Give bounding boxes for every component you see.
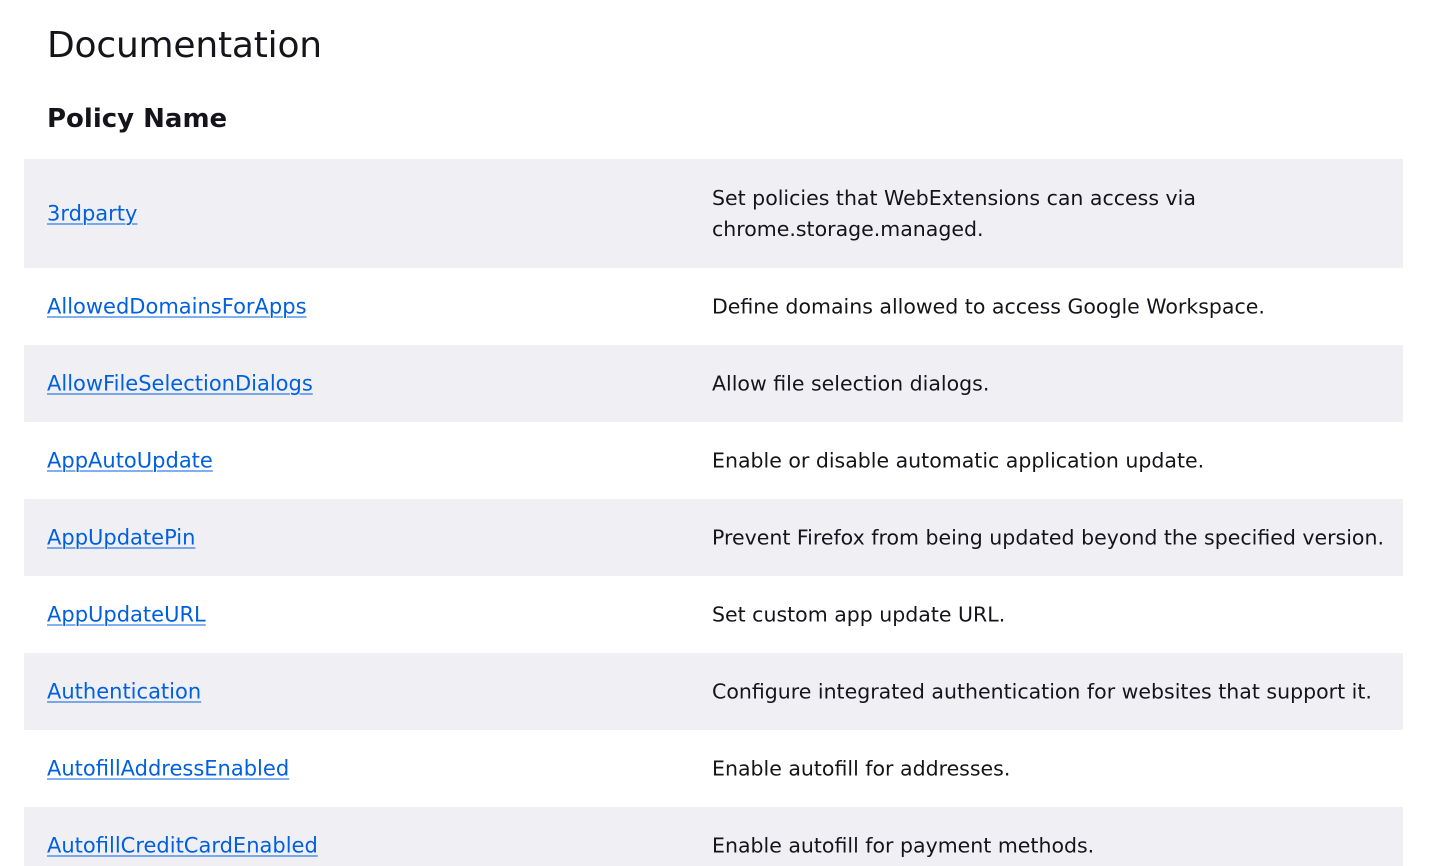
table-row — [24, 576, 1403, 653]
policy-description: Set custom app update URL. — [712, 602, 1006, 626]
policy-description: Define domains allowed to access Google Workspace. — [712, 294, 1265, 318]
policy-link-autofillcreditcardenabled[interactable]: AutofillCreditCardEnabled — [47, 833, 318, 857]
policy-link-autofilladdressenabled[interactable]: AutofillAddressEnabled — [47, 756, 290, 780]
policy-description: Set policies that WebExtensions can access via chrome.storage.managed. — [712, 185, 1196, 241]
table-row — [24, 345, 1403, 422]
policy-description: Enable or disable automatic application update. — [712, 448, 1205, 472]
table-row — [24, 730, 1403, 807]
page-title: Documentation — [47, 25, 322, 66]
policy-link-appupdateurl[interactable]: AppUpdateURL — [47, 602, 206, 626]
policy-link-3rdparty[interactable]: 3rdparty — [47, 201, 138, 225]
policy-description: Configure integrated authentication for websites that support it. — [712, 679, 1372, 703]
policy-description: Enable autofill for payment methods. — [712, 833, 1095, 857]
policy-table — [24, 159, 1403, 866]
table-row — [24, 268, 1403, 345]
policy-link-allowfileselectiondialogs[interactable]: AllowFileSelectionDialogs — [47, 371, 313, 395]
policy-link-appautoupdate[interactable]: AppAutoUpdate — [47, 448, 213, 472]
policy-description: Enable autofill for addresses. — [712, 756, 1011, 780]
policy-link-alloweddomainsforapps[interactable]: AllowedDomainsForApps — [47, 294, 307, 318]
table-row — [24, 653, 1403, 730]
table-row — [24, 807, 1403, 866]
table-row — [24, 159, 1403, 268]
policy-description: Prevent Firefox from being updated beyond the specified version. — [712, 525, 1384, 549]
table-row — [24, 422, 1403, 499]
table-row — [24, 499, 1403, 576]
policy-link-appupdatepin[interactable]: AppUpdatePin — [47, 525, 196, 549]
policy-description: Allow file selection dialogs. — [712, 371, 990, 395]
policy-link-authentication[interactable]: Authentication — [47, 679, 202, 703]
policy-name-column-header: Policy Name — [47, 104, 228, 134]
